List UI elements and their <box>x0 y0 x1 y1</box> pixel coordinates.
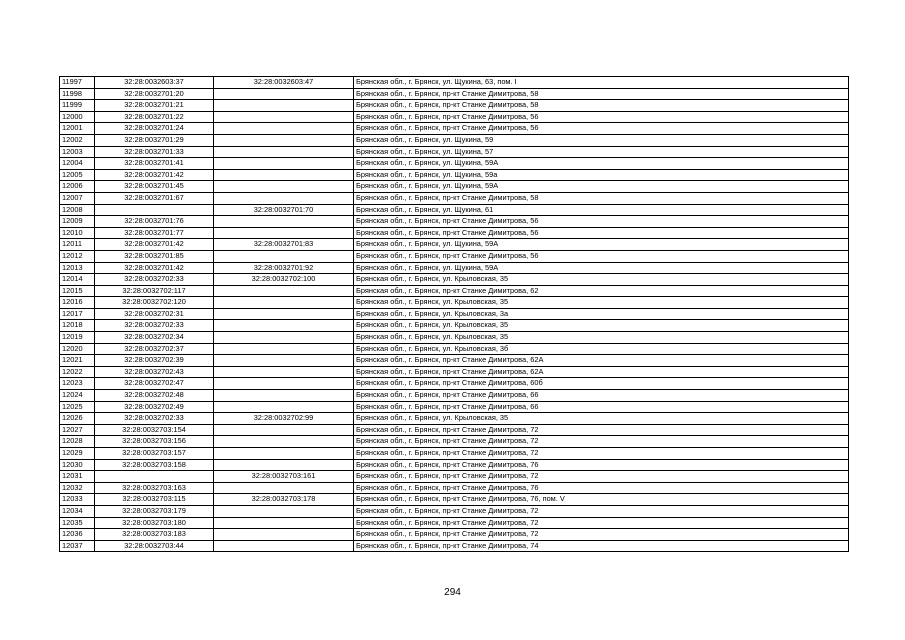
table-row <box>60 262 849 274</box>
cadastral-number-cell: 32:28:0032703:157 <box>95 448 214 460</box>
row-number-cell: 12021 <box>60 355 95 367</box>
table-row <box>60 482 849 494</box>
row-number-cell: 12026 <box>60 413 95 425</box>
parent-cadastral-number-cell <box>214 285 354 297</box>
address-cell: Брянская обл., г. Брянск, ул. Крыловская, 35 <box>354 274 849 286</box>
address-cell: Брянская обл., г. Брянск, ул. Крыловская, 35 <box>354 413 849 425</box>
table-row <box>60 146 849 158</box>
cadastral-number-cell: 32:28:0032702:31 <box>95 308 214 320</box>
address-cell: Брянская обл., г. Брянск, пр-кт Станке Димитрова, 72 <box>354 424 849 436</box>
parent-cadastral-number-cell <box>214 529 354 541</box>
row-number-cell: 12028 <box>60 436 95 448</box>
table-row <box>60 169 849 181</box>
row-number-cell: 12030 <box>60 459 95 471</box>
parent-cadastral-number-cell <box>214 390 354 402</box>
row-number-cell: 12035 <box>60 517 95 529</box>
cadastral-number-cell: 32:28:0032701:29 <box>95 134 214 146</box>
parent-cadastral-number-cell <box>214 332 354 344</box>
row-number-cell: 12019 <box>60 332 95 344</box>
cadastral-number-cell: 32:28:0032701:24 <box>95 123 214 135</box>
address-cell: Брянская обл., г. Брянск, пр-кт Станке Димитрова, 56 <box>354 123 849 135</box>
parent-cadastral-number-cell <box>214 343 354 355</box>
row-number-cell: 12015 <box>60 285 95 297</box>
row-number-cell: 11997 <box>60 77 95 89</box>
address-cell: Брянская обл., г. Брянск, ул. Крыловская, 3а <box>354 308 849 320</box>
address-cell: Брянская обл., г. Брянск, пр-кт Станке Димитрова, 72 <box>354 517 849 529</box>
register-table-body <box>60 77 849 552</box>
row-number-cell: 12037 <box>60 540 95 552</box>
parent-cadastral-number-cell <box>214 146 354 158</box>
address-cell: Брянская обл., г. Брянск, пр-кт Станке Димитрова, 56 <box>354 227 849 239</box>
cadastral-number-cell: 32:28:0032703:158 <box>95 459 214 471</box>
row-number-cell: 12020 <box>60 343 95 355</box>
parent-cadastral-number-cell <box>214 482 354 494</box>
parent-cadastral-number-cell <box>214 505 354 517</box>
address-cell: Брянская обл., г. Брянск, ул. Щукина, 57 <box>354 146 849 158</box>
address-cell: Брянская обл., г. Брянск, пр-кт Станке Димитрова, 76 <box>354 459 849 471</box>
address-cell: Брянская обл., г. Брянск, пр-кт Станке Димитрова, 72 <box>354 448 849 460</box>
cadastral-number-cell: 32:28:0032701:42 <box>95 239 214 251</box>
address-cell: Брянская обл., г. Брянск, пр-кт Станке Димитрова, 76 <box>354 482 849 494</box>
table-row <box>60 471 849 483</box>
cadastral-number-cell: 32:28:0032702:117 <box>95 285 214 297</box>
row-number-cell: 12022 <box>60 366 95 378</box>
cadastral-number-cell: 32:28:0032702:37 <box>95 343 214 355</box>
row-number-cell: 12003 <box>60 146 95 158</box>
page-number: 294 <box>444 587 461 598</box>
row-number-cell: 12036 <box>60 529 95 541</box>
cadastral-number-cell: 32:28:0032701:33 <box>95 146 214 158</box>
cadastral-number-cell: 32:28:0032702:120 <box>95 297 214 309</box>
cadastral-number-cell: 32:28:0032702:34 <box>95 332 214 344</box>
table-row <box>60 459 849 471</box>
parent-cadastral-number-cell: 32:28:0032703:161 <box>214 471 354 483</box>
table-row <box>60 100 849 112</box>
parent-cadastral-number-cell <box>214 355 354 367</box>
parent-cadastral-number-cell <box>214 100 354 112</box>
parent-cadastral-number-cell <box>214 459 354 471</box>
parent-cadastral-number-cell <box>214 297 354 309</box>
cadastral-number-cell: 32:28:0032703:179 <box>95 505 214 517</box>
parent-cadastral-number-cell: 32:28:0032701:92 <box>214 262 354 274</box>
address-cell: Брянская обл., г. Брянск, пр-кт Станке Димитрова, 58 <box>354 192 849 204</box>
table-row <box>60 216 849 228</box>
parent-cadastral-number-cell <box>214 216 354 228</box>
row-number-cell: 12016 <box>60 297 95 309</box>
table-row <box>60 111 849 123</box>
parent-cadastral-number-cell <box>214 308 354 320</box>
table-row <box>60 285 849 297</box>
table-row <box>60 355 849 367</box>
row-number-cell: 12004 <box>60 158 95 170</box>
parent-cadastral-number-cell <box>214 517 354 529</box>
row-number-cell: 12002 <box>60 134 95 146</box>
table-row <box>60 540 849 552</box>
cadastral-number-cell: 32:28:0032701:42 <box>95 169 214 181</box>
address-cell: Брянская обл., г. Брянск, ул. Крыловская, 35 <box>354 332 849 344</box>
parent-cadastral-number-cell: 32:28:0032701:70 <box>214 204 354 216</box>
table-row <box>60 401 849 413</box>
table-row <box>60 192 849 204</box>
table-row <box>60 77 849 89</box>
table-row <box>60 134 849 146</box>
row-number-cell: 11999 <box>60 100 95 112</box>
cadastral-number-cell: 32:28:0032702:48 <box>95 390 214 402</box>
parent-cadastral-number-cell <box>214 401 354 413</box>
cadastral-number-cell: 32:28:0032603:37 <box>95 77 214 89</box>
row-number-cell: 12010 <box>60 227 95 239</box>
row-number-cell: 12001 <box>60 123 95 135</box>
address-cell: Брянская обл., г. Брянск, ул. Щукина, 63, пом. I <box>354 77 849 89</box>
cadastral-number-cell: 32:28:0032701:67 <box>95 192 214 204</box>
row-number-cell: 12032 <box>60 482 95 494</box>
parent-cadastral-number-cell <box>214 424 354 436</box>
address-cell: Брянская обл., г. Брянск, пр-кт Станке Димитрова, 60б <box>354 378 849 390</box>
address-cell: Брянская обл., г. Брянск, пр-кт Станке Димитрова, 62А <box>354 366 849 378</box>
table-row <box>60 297 849 309</box>
cadastral-number-cell: 32:28:0032701:45 <box>95 181 214 193</box>
address-cell: Брянская обл., г. Брянск, ул. Щукина, 59А <box>354 158 849 170</box>
address-cell: Брянская обл., г. Брянск, пр-кт Станке Димитрова, 74 <box>354 540 849 552</box>
cadastral-number-cell <box>95 204 214 216</box>
address-cell: Брянская обл., г. Брянск, ул. Щукина, 61 <box>354 204 849 216</box>
row-number-cell: 12031 <box>60 471 95 483</box>
table-row <box>60 274 849 286</box>
cadastral-number-cell: 32:28:0032701:21 <box>95 100 214 112</box>
address-cell: Брянская обл., г. Брянск, пр-кт Станке Димитрова, 66 <box>354 390 849 402</box>
address-cell: Брянская обл., г. Брянск, ул. Щукина, 59 <box>354 134 849 146</box>
table-row <box>60 181 849 193</box>
parent-cadastral-number-cell <box>214 181 354 193</box>
address-cell: Брянская обл., г. Брянск, пр-кт Станке Димитрова, 56 <box>354 250 849 262</box>
parent-cadastral-number-cell: 32:28:0032702:99 <box>214 413 354 425</box>
address-cell: Брянская обл., г. Брянск, ул. Щукина, 59А <box>354 181 849 193</box>
table-row <box>60 88 849 100</box>
address-cell: Брянская обл., г. Брянск, ул. Щукина, 59А <box>354 262 849 274</box>
parent-cadastral-number-cell: 32:28:0032703:178 <box>214 494 354 506</box>
row-number-cell: 12024 <box>60 390 95 402</box>
cadastral-number-cell: 32:28:0032702:39 <box>95 355 214 367</box>
table-row <box>60 505 849 517</box>
cadastral-number-cell: 32:28:0032703:154 <box>95 424 214 436</box>
cadastral-number-cell: 32:28:0032701:42 <box>95 262 214 274</box>
address-cell: Брянская обл., г. Брянск, пр-кт Станке Димитрова, 72 <box>354 505 849 517</box>
parent-cadastral-number-cell: 32:28:0032702:100 <box>214 274 354 286</box>
address-cell: Брянская обл., г. Брянск, пр-кт Станке Димитрова, 56 <box>354 111 849 123</box>
row-number-cell: 12014 <box>60 274 95 286</box>
row-number-cell: 12025 <box>60 401 95 413</box>
row-number-cell: 12006 <box>60 181 95 193</box>
cadastral-number-cell <box>95 471 214 483</box>
address-cell: Брянская обл., г. Брянск, пр-кт Станке Димитрова, 62А <box>354 355 849 367</box>
cadastral-number-cell: 32:28:0032703:180 <box>95 517 214 529</box>
row-number-cell: 12011 <box>60 239 95 251</box>
table-row <box>60 227 849 239</box>
cadastral-number-cell: 32:28:0032702:33 <box>95 274 214 286</box>
cadastral-number-cell: 32:28:0032702:33 <box>95 413 214 425</box>
table-row <box>60 390 849 402</box>
address-cell: Брянская обл., г. Брянск, ул. Щукина, 59а <box>354 169 849 181</box>
row-number-cell: 12017 <box>60 308 95 320</box>
table-row <box>60 424 849 436</box>
table-row <box>60 517 849 529</box>
cadastral-number-cell: 32:28:0032703:115 <box>95 494 214 506</box>
row-number-cell: 12009 <box>60 216 95 228</box>
table-row <box>60 239 849 251</box>
parent-cadastral-number-cell <box>214 436 354 448</box>
parent-cadastral-number-cell <box>214 448 354 460</box>
parent-cadastral-number-cell <box>214 111 354 123</box>
cadastral-number-cell: 32:28:0032703:163 <box>95 482 214 494</box>
address-cell: Брянская обл., г. Брянск, ул. Щукина, 59А <box>354 239 849 251</box>
cadastral-number-cell: 32:28:0032703:183 <box>95 529 214 541</box>
row-number-cell: 12013 <box>60 262 95 274</box>
parent-cadastral-number-cell <box>214 540 354 552</box>
row-number-cell: 12008 <box>60 204 95 216</box>
parent-cadastral-number-cell <box>214 320 354 332</box>
row-number-cell: 12033 <box>60 494 95 506</box>
table-row <box>60 413 849 425</box>
row-number-cell: 12027 <box>60 424 95 436</box>
row-number-cell: 11998 <box>60 88 95 100</box>
table-row <box>60 332 849 344</box>
table-row <box>60 366 849 378</box>
parent-cadastral-number-cell <box>214 227 354 239</box>
parent-cadastral-number-cell: 32:28:0032701:83 <box>214 239 354 251</box>
address-cell: Брянская обл., г. Брянск, ул. Крыловская, 3б <box>354 343 849 355</box>
parent-cadastral-number-cell <box>214 192 354 204</box>
cadastral-number-cell: 32:28:0032701:20 <box>95 88 214 100</box>
row-number-cell: 12005 <box>60 169 95 181</box>
property-register-table <box>59 76 849 552</box>
table-row <box>60 204 849 216</box>
cadastral-number-cell: 32:28:0032702:43 <box>95 366 214 378</box>
cadastral-number-cell: 32:28:0032702:33 <box>95 320 214 332</box>
table-row <box>60 494 849 506</box>
row-number-cell: 12012 <box>60 250 95 262</box>
address-cell: Брянская обл., г. Брянск, пр-кт Станке Димитрова, 72 <box>354 529 849 541</box>
parent-cadastral-number-cell <box>214 134 354 146</box>
parent-cadastral-number-cell <box>214 378 354 390</box>
cadastral-number-cell: 32:28:0032702:49 <box>95 401 214 413</box>
parent-cadastral-number-cell: 32:28:0032603:47 <box>214 77 354 89</box>
address-cell: Брянская обл., г. Брянск, ул. Крыловская, 35 <box>354 297 849 309</box>
row-number-cell: 12029 <box>60 448 95 460</box>
table-row <box>60 123 849 135</box>
parent-cadastral-number-cell <box>214 366 354 378</box>
address-cell: Брянская обл., г. Брянск, пр-кт Станке Димитрова, 66 <box>354 401 849 413</box>
table-row <box>60 320 849 332</box>
table-row <box>60 529 849 541</box>
cadastral-number-cell: 32:28:0032701:22 <box>95 111 214 123</box>
table-row <box>60 378 849 390</box>
row-number-cell: 12000 <box>60 111 95 123</box>
table-row <box>60 343 849 355</box>
parent-cadastral-number-cell <box>214 250 354 262</box>
address-cell: Брянская обл., г. Брянск, пр-кт Станке Димитрова, 58 <box>354 100 849 112</box>
address-cell: Брянская обл., г. Брянск, пр-кт Станке Димитрова, 76, пом. V <box>354 494 849 506</box>
address-cell: Брянская обл., г. Брянск, пр-кт Станке Димитрова, 62 <box>354 285 849 297</box>
address-cell: Брянская обл., г. Брянск, пр-кт Станке Димитрова, 58 <box>354 88 849 100</box>
table-row <box>60 158 849 170</box>
table-row <box>60 436 849 448</box>
cadastral-number-cell: 32:28:0032701:41 <box>95 158 214 170</box>
table-row <box>60 448 849 460</box>
table-row <box>60 250 849 262</box>
cadastral-number-cell: 32:28:0032703:44 <box>95 540 214 552</box>
cadastral-number-cell: 32:28:0032701:85 <box>95 250 214 262</box>
table-row <box>60 308 849 320</box>
cadastral-number-cell: 32:28:0032701:76 <box>95 216 214 228</box>
row-number-cell: 12023 <box>60 378 95 390</box>
address-cell: Брянская обл., г. Брянск, пр-кт Станке Димитрова, 72 <box>354 436 849 448</box>
parent-cadastral-number-cell <box>214 158 354 170</box>
row-number-cell: 12018 <box>60 320 95 332</box>
cadastral-number-cell: 32:28:0032701:77 <box>95 227 214 239</box>
cadastral-number-cell: 32:28:0032702:47 <box>95 378 214 390</box>
address-cell: Брянская обл., г. Брянск, пр-кт Станке Димитрова, 56 <box>354 216 849 228</box>
row-number-cell: 12034 <box>60 505 95 517</box>
address-cell: Брянская обл., г. Брянск, пр-кт Станке Димитрова, 72 <box>354 471 849 483</box>
row-number-cell: 12007 <box>60 192 95 204</box>
parent-cadastral-number-cell <box>214 88 354 100</box>
parent-cadastral-number-cell <box>214 123 354 135</box>
parent-cadastral-number-cell <box>214 169 354 181</box>
address-cell: Брянская обл., г. Брянск, ул. Крыловская, 35 <box>354 320 849 332</box>
cadastral-number-cell: 32:28:0032703:156 <box>95 436 214 448</box>
